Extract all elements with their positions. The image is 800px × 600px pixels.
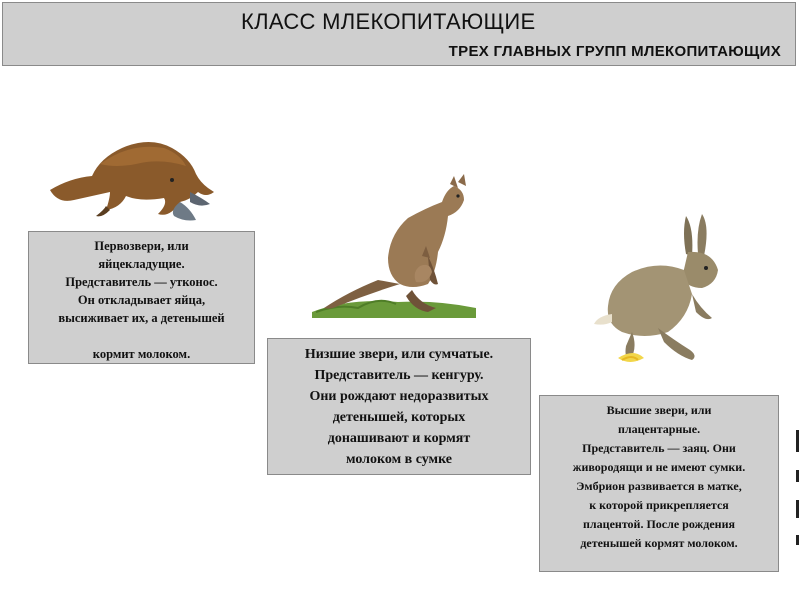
monotremes-line: Представитель — утконос. (65, 275, 218, 289)
placentals-line: плацентарные. (617, 422, 701, 436)
marsupials-line: Низшие звери, или сумчатые. (304, 347, 494, 362)
edge-mark (796, 430, 799, 452)
placentals-line: живородящи и не имеют сумки. (572, 460, 746, 474)
placentals-line: Представитель — заяц. Они (582, 441, 736, 455)
monotremes-line: Первозвери, или (94, 239, 189, 253)
monotremes-line: яйцекладущие. (98, 257, 185, 271)
placentals-line: детенышей кормят молоком. (580, 536, 738, 550)
placentals-line: к которой прикрепляется (589, 498, 729, 512)
header-banner (2, 2, 796, 66)
platypus-icon (40, 118, 218, 222)
placentals-line: Высшие звери, или (606, 403, 712, 417)
monotremes-line: высиживает их, а детенышей (58, 311, 225, 325)
edge-mark (796, 500, 799, 518)
marsupials-line: Представитель — кенгуру. (314, 368, 484, 383)
monotremes-line: Он откладывает яйца, (77, 293, 206, 307)
edge-mark (796, 535, 799, 545)
marsupials-card (267, 338, 531, 475)
page-subtitle: ТРЕХ ГЛАВНЫХ ГРУПП МЛЕКОПИТАЮЩИХ (448, 43, 781, 60)
placentals-line: Эмбрион развивается в матке, (576, 479, 742, 493)
placentals-card (539, 395, 779, 572)
hare-icon (588, 208, 736, 368)
monotremes-line: кормит молоком. (92, 347, 191, 361)
marsupials-line: детенышей, которых (332, 410, 466, 425)
page-title: КЛАСС МЛЕКОПИТАЮЩИЕ (241, 9, 536, 34)
marsupials-line: молоком в сумке (345, 452, 453, 467)
kangaroo-icon (308, 172, 478, 320)
marsupials-line: донашивают и кормят (327, 431, 471, 446)
monotremes-card (28, 231, 255, 364)
edge-mark (796, 470, 799, 482)
placentals-line: плацентой. После рождения (583, 517, 735, 531)
marsupials-line: Они рождают недоразвитых (309, 389, 489, 404)
